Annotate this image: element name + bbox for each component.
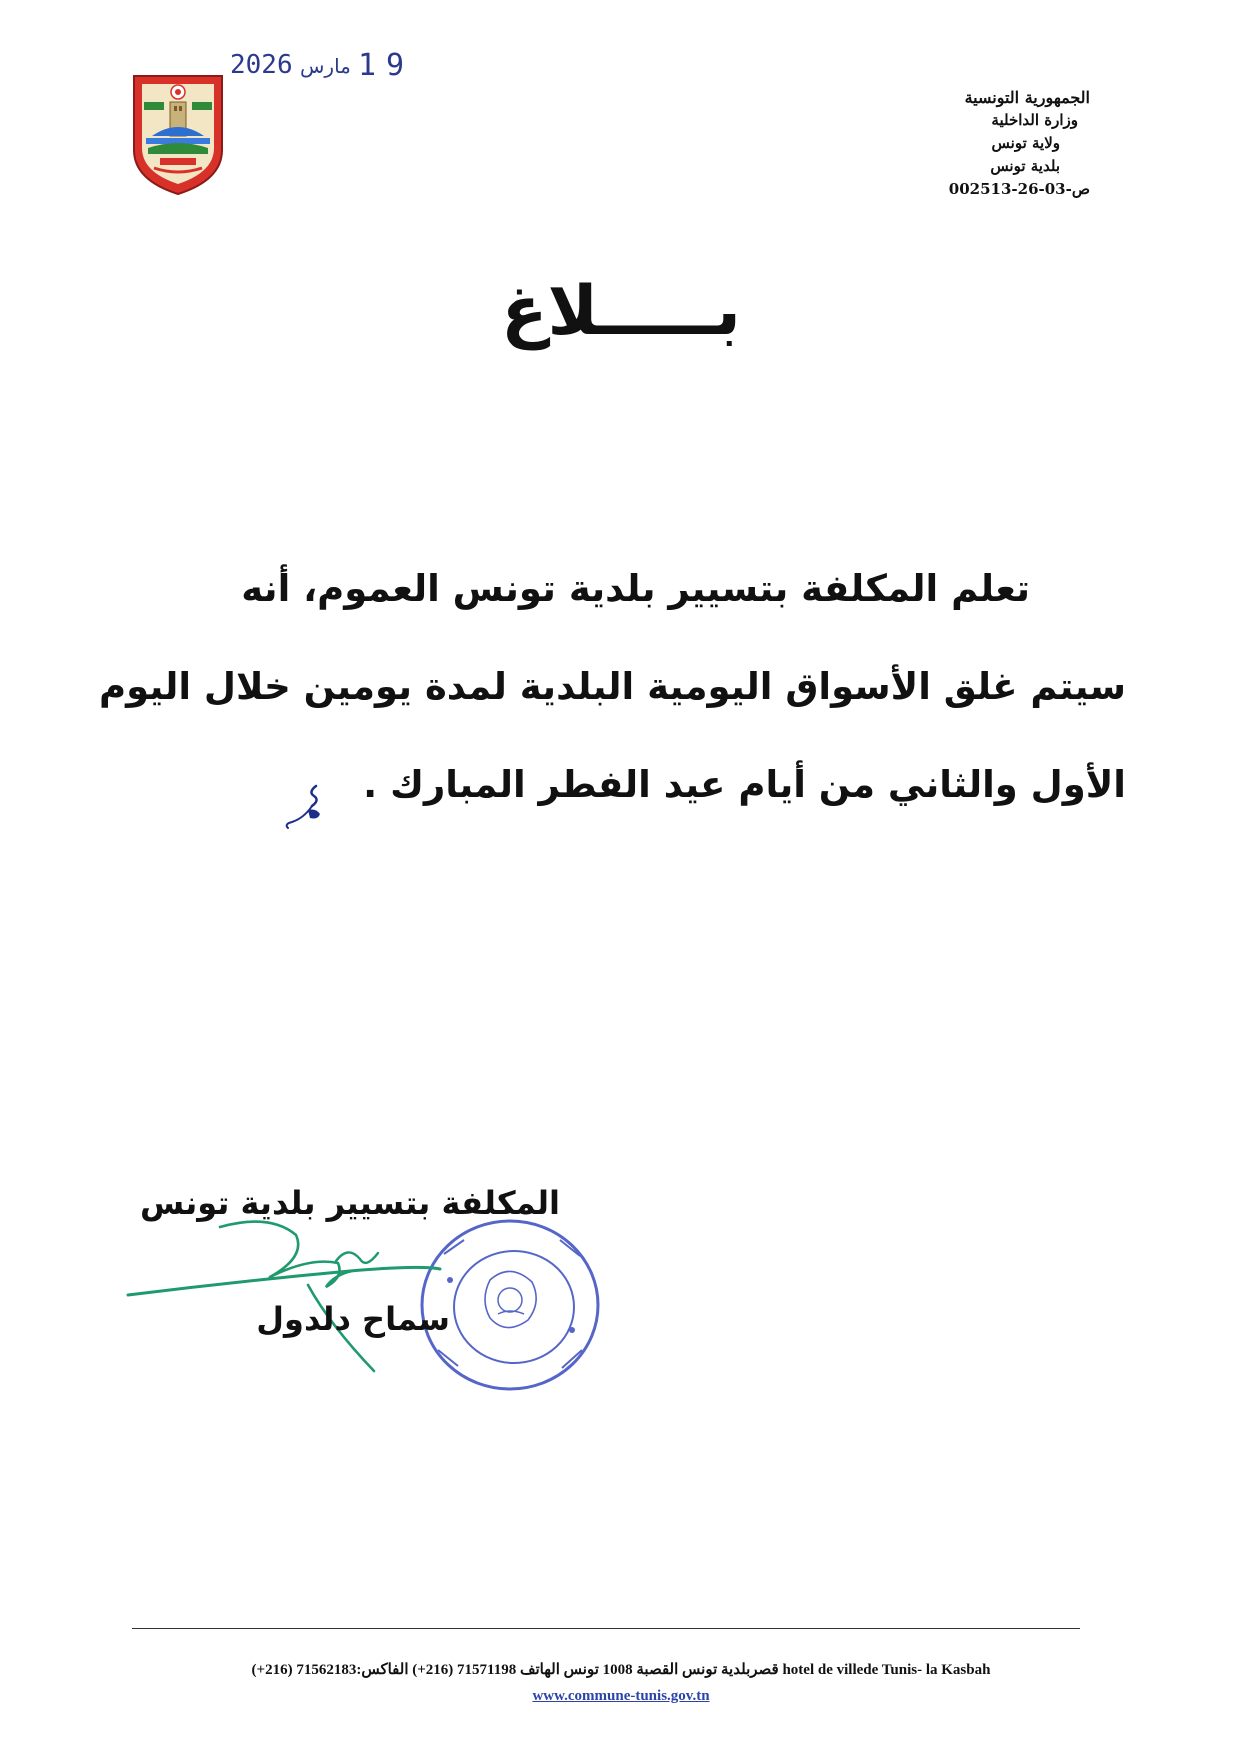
municipality-emblem-icon xyxy=(130,72,226,196)
date-stamp-day: 19 xyxy=(358,48,415,83)
signatory-title: المكلفة بتسيير بلدية تونس xyxy=(140,1184,560,1222)
header-municipality: بلدية تونس xyxy=(990,157,1060,175)
body-line: تعلم المكلفة بتسيير بلدية تونس العموم، أنه xyxy=(241,567,1030,610)
date-stamp-month: مارس xyxy=(300,54,351,78)
header-ministry: وزارة الداخلية xyxy=(991,111,1078,129)
date-stamp-year: 2026 xyxy=(230,50,293,80)
date-stamp xyxy=(230,44,420,88)
footer-address: قصربلدية تونس القصبة 1008 تونس الهاتف 71571198 (216+) الفاكس:71562183 (216+) hotel de villede Tunis- la Kasbah xyxy=(251,1662,991,1678)
handwritten-mark-icon xyxy=(282,778,332,830)
footer-divider xyxy=(132,1628,1080,1629)
header-governorate: ولاية تونس xyxy=(991,134,1060,152)
footer-website-link[interactable]: www.commune-tunis.gov.tn xyxy=(532,1688,710,1704)
letterhead-header xyxy=(850,86,1090,201)
signatory-name: سماح دلدول xyxy=(256,1300,450,1338)
header-country: الجمهورية التونسية xyxy=(964,88,1090,107)
body-line: الأول والثاني من أيام عيد الفطر المبارك . xyxy=(363,763,1126,806)
header-reference-number: ص-03-26-002513 xyxy=(948,180,1090,198)
page-title: بـــــلاغ xyxy=(501,272,741,351)
body-line: سيتم غلق الأسواق اليومية البلدية لمدة يومين خلال اليوم xyxy=(99,665,1126,708)
